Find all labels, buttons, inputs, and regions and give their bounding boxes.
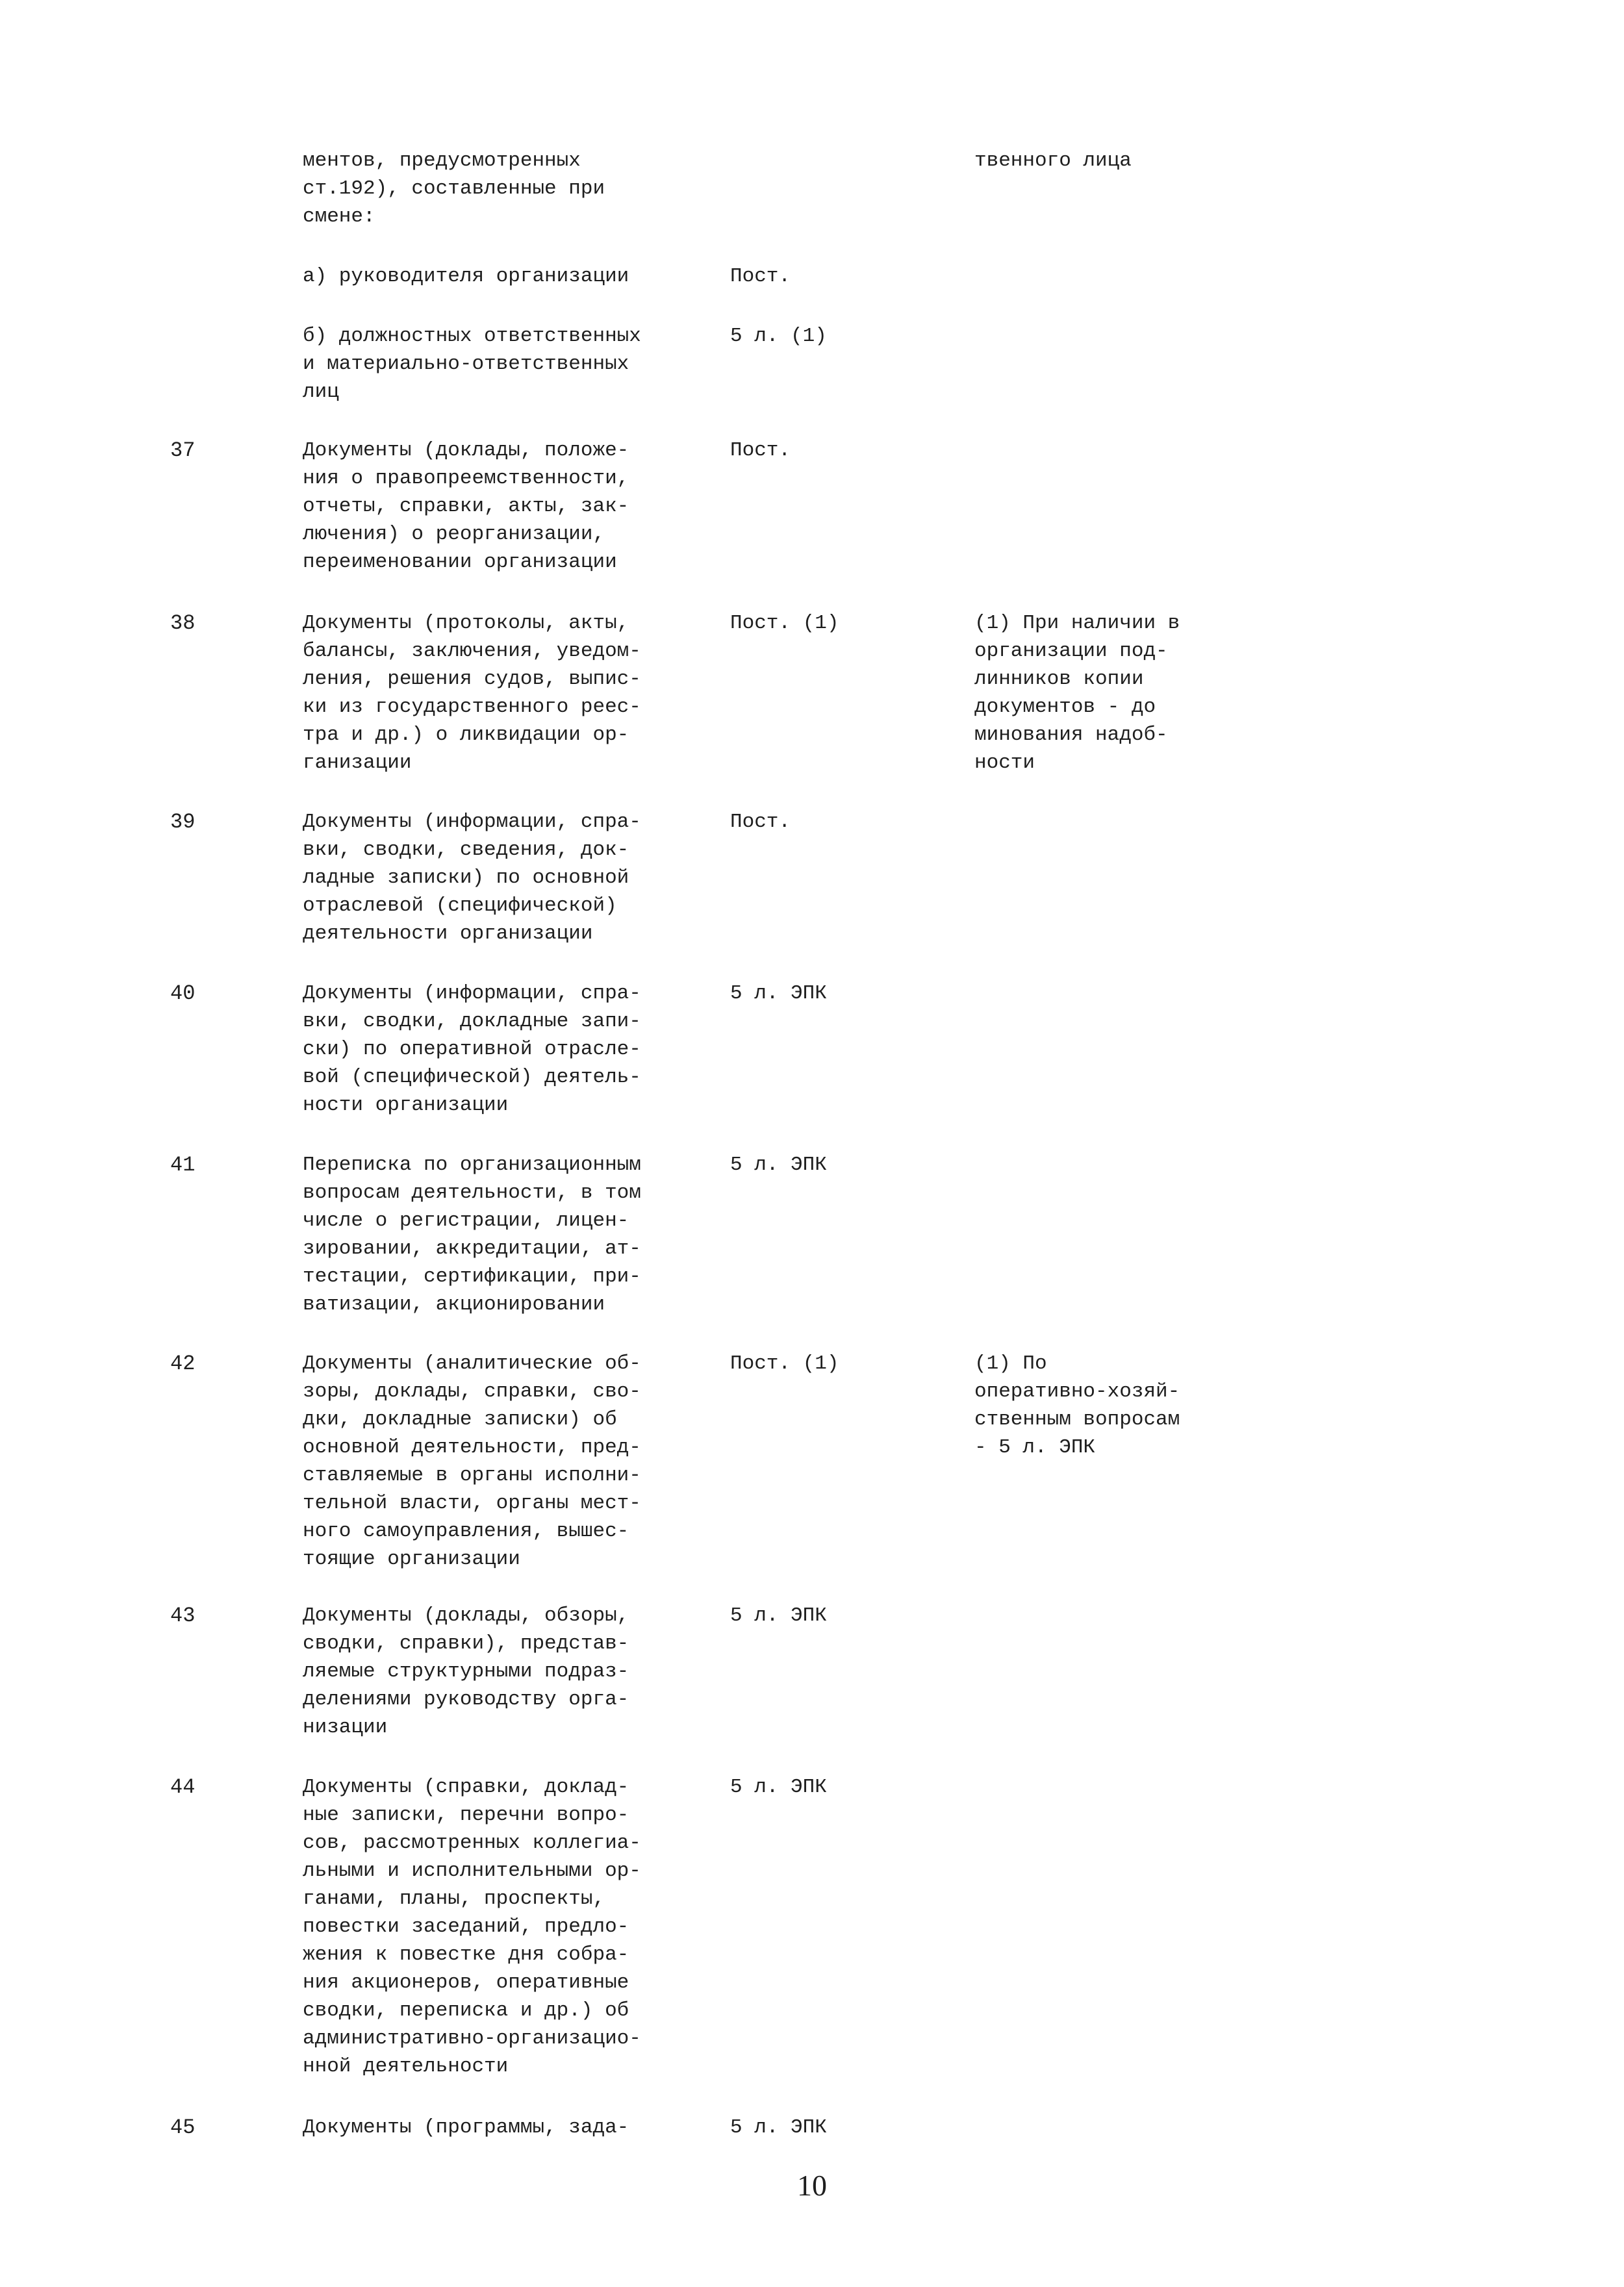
note: (1) При наличии в организации под- линников копии документов - до минования надоб- ности xyxy=(974,612,1180,774)
document-title: Документы (информации, спра- вки, сводки, докладные запи- ски) по оперативной отрасле- вой (специфической) деятель- ности организации xyxy=(303,982,641,1117)
article-number: 41 xyxy=(170,1153,196,1177)
note: (1) По оперативно-хозяй- ственным вопросам - 5 л. ЭПК xyxy=(974,1352,1180,1459)
document-title: б) должностных ответственных и материально-ответственных лиц xyxy=(303,325,641,403)
retention-term: 5 л. ЭПК xyxy=(730,2116,827,2139)
article-number: 43 xyxy=(170,1604,196,1628)
document-title: Документы (справки, доклад- ные записки, перечни вопро- сов, рассмотренных коллегиа- льными и исполнительными ор- ганами, планы, проспекты, повестки заседаний, предло- жения к повестке дня собра- ния акционеров, оперативные сводки, переписка и др.) об административно-организацио- нной деятельности xyxy=(303,1776,641,2078)
article-number: 45 xyxy=(170,2116,196,2140)
document-title: Документы (аналитические об- зоры, доклады, справки, сво- дки, докладные записки) об основной деятельности, пред- ставляемые в органы исполни- тельной власти, органы мест- ного самоуправления, вышес- тоящие организации xyxy=(303,1352,641,1571)
article-number: 44 xyxy=(170,1775,196,1799)
retention-term: 5 л. ЭПК xyxy=(730,1154,827,1176)
document-title: Документы (доклады, обзоры, сводки, справки), представ- ляемые структурными подраз- делениями руководству орга- низации xyxy=(303,1604,629,1739)
retention-term: Пост. (1) xyxy=(730,1352,839,1375)
document-title: Переписка по организационным вопросам деятельности, в том числе о регистрации, лицен- зировании, аккредитации, ат- тестации, сертификации, при- ватизации, акционировании xyxy=(303,1154,641,1316)
document-title: Документы (доклады, положе- ния о правопреемственности, отчеты, справки, акты, зак- лючения) о реорганизации, переименовании организации xyxy=(303,439,629,574)
article-number: 38 xyxy=(170,611,196,635)
retention-term: Пост. (1) xyxy=(730,612,839,635)
document-title: Документы (протоколы, акты, балансы, заключения, уведом- ления, решения судов, выпис- ки из государственного реес- тра и др.) о ликвидации ор- ганизации xyxy=(303,612,641,774)
retention-term: 5 л. ЭПК xyxy=(730,1604,827,1627)
retention-term: 5 л. ЭПК xyxy=(730,982,827,1005)
retention-term: 5 л. ЭПК xyxy=(730,1776,827,1799)
retention-term: Пост. xyxy=(730,265,791,288)
article-number: 37 xyxy=(170,438,196,462)
article-number: 40 xyxy=(170,981,196,1005)
note: твенного лица xyxy=(974,149,1132,172)
article-number: 39 xyxy=(170,810,196,834)
document-title: а) руководителя организации xyxy=(303,265,629,288)
document-title: Документы (программы, зада- xyxy=(303,2116,629,2139)
article-number: 42 xyxy=(170,1352,196,1376)
retention-term: Пост. xyxy=(730,439,791,462)
retention-term: Пост. xyxy=(730,811,791,833)
page-number: 10 xyxy=(797,2169,827,2202)
retention-term: 5 л. (1) xyxy=(730,325,827,347)
document-title: Документы (информации, спра- вки, сводки, сведения, док- ладные записки) по основной отраслевой (специфической) деятельности организации xyxy=(303,811,641,945)
document-title: ментов, предусмотренных ст.192), составленные при смене: xyxy=(303,149,605,228)
